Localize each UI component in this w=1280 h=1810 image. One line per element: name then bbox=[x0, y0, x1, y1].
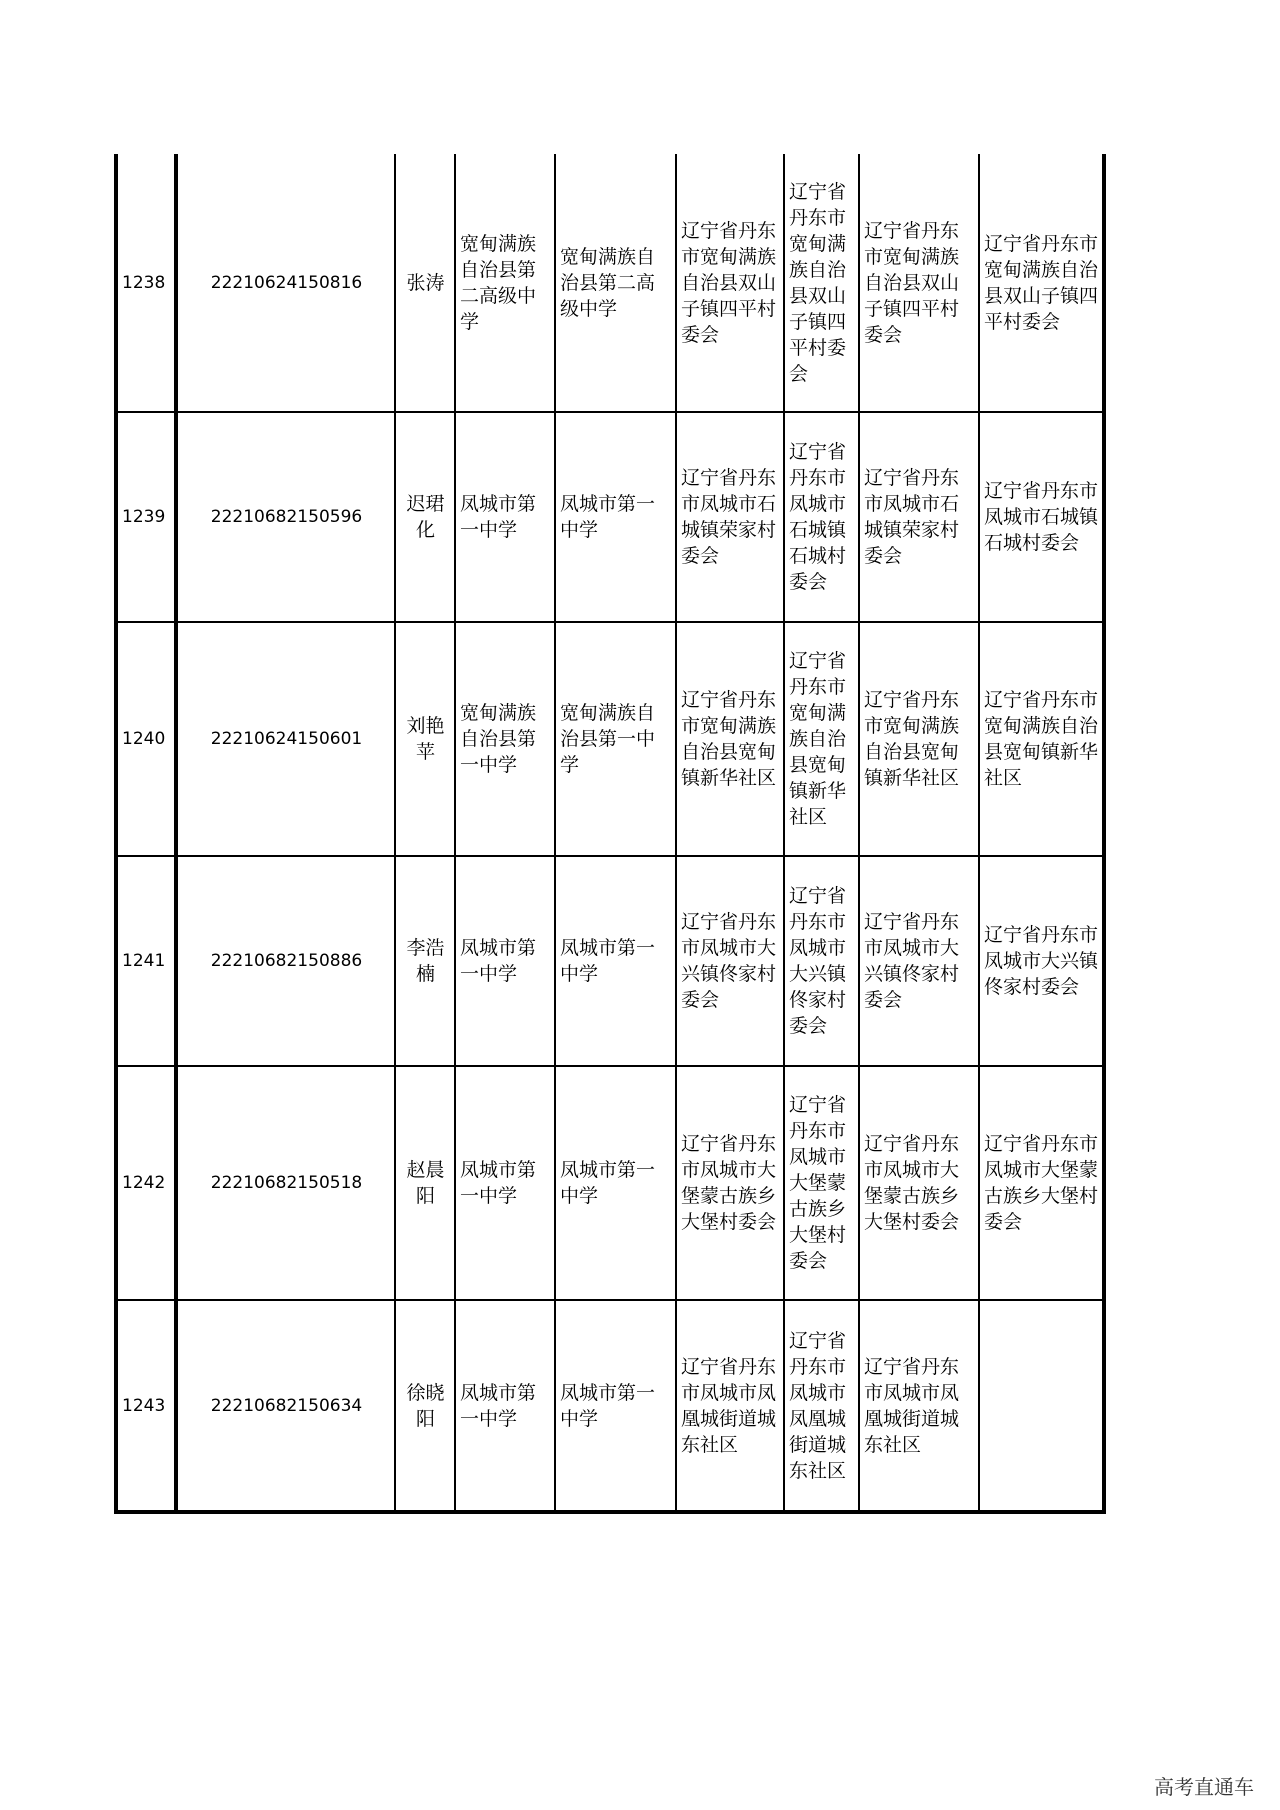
address-cell: 辽宁省丹东市凤城市石城镇石城村委会 bbox=[784, 412, 859, 622]
address-cell: 辽宁省丹东市凤城市石城镇荣家村委会 bbox=[859, 412, 979, 622]
row-number: 1242 bbox=[116, 1066, 176, 1300]
table-row bbox=[116, 622, 1104, 856]
school-cell: 宽甸满族自治县第一中学 bbox=[455, 622, 555, 856]
table-row bbox=[116, 1066, 1104, 1300]
address-cell: 辽宁省丹东市凤城市凤凰城街道城东社区 bbox=[784, 1300, 859, 1512]
address-cell: 辽宁省丹东市宽甸满族自治县双山子镇四平村委会 bbox=[676, 154, 784, 412]
address-cell: 辽宁省丹东市宽甸满族自治县宽甸镇新华社区 bbox=[859, 622, 979, 856]
table-row bbox=[116, 856, 1104, 1066]
school-cell: 凤城市第一中学 bbox=[555, 856, 676, 1066]
address-cell: 辽宁省丹东市凤城市大兴镇佟家村委会 bbox=[859, 856, 979, 1066]
school-cell: 凤城市第一中学 bbox=[455, 1300, 555, 1512]
watermark-text: 高考直通车 bbox=[1154, 1775, 1254, 1799]
address-cell: 辽宁省丹东市凤城市大兴镇佟家村委会 bbox=[676, 856, 784, 1066]
school-cell: 凤城市第一中学 bbox=[455, 856, 555, 1066]
address-cell: 辽宁省丹东市宽甸满族自治县双山子镇四平村委会 bbox=[859, 154, 979, 412]
student-name: 徐晓阳 bbox=[395, 1300, 455, 1512]
address-cell: 辽宁省丹东市凤城市大堡蒙古族乡大堡村委会 bbox=[859, 1066, 979, 1300]
school-cell: 凤城市第一中学 bbox=[455, 412, 555, 622]
exam-id: 22210624150601 bbox=[176, 622, 395, 856]
student-name: 张涛 bbox=[395, 154, 455, 412]
address-cell bbox=[979, 1300, 1104, 1512]
exam-id: 22210682150634 bbox=[176, 1300, 395, 1512]
school-cell: 凤城市第一中学 bbox=[555, 1300, 676, 1512]
student-name: 赵晨阳 bbox=[395, 1066, 455, 1300]
address-cell: 辽宁省丹东市凤城市大堡蒙古族乡大堡村委会 bbox=[979, 1066, 1104, 1300]
address-cell: 辽宁省丹东市凤城市大堡蒙古族乡大堡村委会 bbox=[784, 1066, 859, 1300]
exam-id: 22210682150886 bbox=[176, 856, 395, 1066]
address-cell: 辽宁省丹东市凤城市大堡蒙古族乡大堡村委会 bbox=[676, 1066, 784, 1300]
address-cell: 辽宁省丹东市凤城市凤凰城街道城东社区 bbox=[859, 1300, 979, 1512]
exam-id: 22210682150518 bbox=[176, 1066, 395, 1300]
school-cell: 宽甸满族自治县第一中学 bbox=[555, 622, 676, 856]
student-name: 李浩楠 bbox=[395, 856, 455, 1066]
school-cell: 凤城市第一中学 bbox=[555, 412, 676, 622]
address-cell: 辽宁省丹东市宽甸满族自治县宽甸镇新华社区 bbox=[784, 622, 859, 856]
row-number: 1240 bbox=[116, 622, 176, 856]
address-cell: 辽宁省丹东市凤城市石城镇荣家村委会 bbox=[676, 412, 784, 622]
address-cell: 辽宁省丹东市宽甸满族自治县双山子镇四平村委会 bbox=[784, 154, 859, 412]
address-cell: 辽宁省丹东市宽甸满族自治县双山子镇四平村委会 bbox=[979, 154, 1104, 412]
table-row bbox=[116, 1300, 1104, 1512]
exam-id: 22210624150816 bbox=[176, 154, 395, 412]
row-number: 1238 bbox=[116, 154, 176, 412]
school-cell: 凤城市第一中学 bbox=[455, 1066, 555, 1300]
address-cell: 辽宁省丹东市宽甸满族自治县宽甸镇新华社区 bbox=[979, 622, 1104, 856]
student-name: 刘艳苹 bbox=[395, 622, 455, 856]
address-cell: 辽宁省丹东市宽甸满族自治县宽甸镇新华社区 bbox=[676, 622, 784, 856]
row-number: 1243 bbox=[116, 1300, 176, 1512]
row-number: 1239 bbox=[116, 412, 176, 622]
school-cell: 宽甸满族自治县第二高级中学 bbox=[455, 154, 555, 412]
address-cell: 辽宁省丹东市凤城市石城镇石城村委会 bbox=[979, 412, 1104, 622]
table-row bbox=[116, 412, 1104, 622]
address-cell: 辽宁省丹东市凤城市凤凰城街道城东社区 bbox=[676, 1300, 784, 1512]
address-cell: 辽宁省丹东市凤城市大兴镇佟家村委会 bbox=[979, 856, 1104, 1066]
school-cell: 宽甸满族自治县第二高级中学 bbox=[555, 154, 676, 412]
address-cell: 辽宁省丹东市凤城市大兴镇佟家村委会 bbox=[784, 856, 859, 1066]
student-name: 迟珺化 bbox=[395, 412, 455, 622]
school-cell: 凤城市第一中学 bbox=[555, 1066, 676, 1300]
table-row bbox=[116, 154, 1104, 412]
row-number: 1241 bbox=[116, 856, 176, 1066]
exam-id: 22210682150596 bbox=[176, 412, 395, 622]
data-table bbox=[114, 154, 1106, 1514]
